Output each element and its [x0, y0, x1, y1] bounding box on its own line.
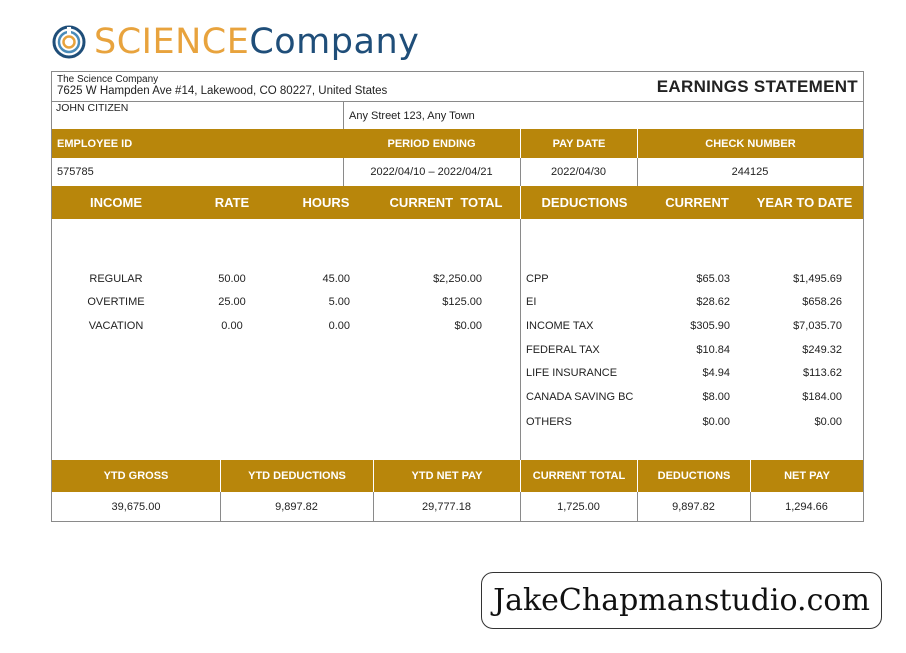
check-number-header: CHECK NUMBER — [637, 129, 863, 158]
period-ending-header: PERIOD ENDING — [343, 129, 520, 158]
company-name: The Science Company — [57, 74, 159, 85]
rate-header: RATE — [214, 195, 250, 210]
deduction-current: $65.03 — [696, 273, 730, 285]
income-rate: 0.00 — [221, 320, 243, 332]
net-pay-value: 1,294.66 — [785, 500, 828, 513]
income-total: $2,250.00 — [433, 273, 482, 285]
deductions-value: 9,897.82 — [672, 500, 715, 513]
deduction-current: $305.90 — [690, 320, 730, 332]
earnings-statement — [51, 71, 864, 522]
ytd-gross-value: 39,675.00 — [111, 500, 161, 513]
deduction-label: FEDERAL TAX — [526, 344, 600, 356]
logo-company-text: Company — [249, 21, 420, 62]
income-total: $125.00 — [442, 296, 482, 308]
hours-header: HOURS — [302, 195, 350, 210]
deduction-label: CPP — [526, 273, 549, 285]
divider — [343, 101, 344, 129]
company-logo — [52, 20, 419, 64]
deduction-current: $0.00 — [702, 416, 730, 428]
deduction-ytd: $7,035.70 — [793, 320, 842, 332]
company-address: 7625 W Hampden Ave #14, Lakewood, CO 80227, United States — [57, 85, 388, 97]
statement-title: EARNINGS STATEMENT — [656, 77, 858, 96]
logo-science-text: SCIENCE — [94, 21, 250, 62]
deduction-ytd: $0.00 — [814, 416, 842, 428]
current-header: CURRENT — [665, 195, 729, 210]
current-total-header: CURRENT TOTAL — [389, 195, 503, 210]
deduction-label: LIFE INSURANCE — [526, 367, 618, 379]
ytd-net-pay-header: YTD NET PAY — [373, 460, 520, 492]
income-hours: 45.00 — [322, 273, 350, 285]
deduction-ytd: $113.62 — [803, 367, 842, 379]
deduction-current: $28.62 — [696, 296, 730, 308]
divider — [520, 219, 521, 460]
income-rate: 50.00 — [218, 273, 246, 285]
deduction-current: $4.94 — [702, 367, 730, 379]
deduction-ytd: $184.00 — [802, 391, 842, 403]
check-number-value: 244125 — [731, 166, 769, 178]
deduction-current: $8.00 — [702, 391, 730, 403]
employee-name: JOHN CITIZEN — [56, 102, 129, 114]
ytd-deductions-header: YTD DEDUCTIONS — [220, 460, 373, 492]
income-label: REGULAR — [89, 273, 143, 285]
pay-date-header: PAY DATE — [520, 129, 637, 158]
period-ending-value: 2022/04/10 – 2022/04/21 — [370, 166, 493, 178]
spiral-logo-icon — [52, 25, 86, 59]
deduction-label: OTHERS — [526, 416, 572, 428]
income-hours: 0.00 — [328, 320, 350, 332]
pay-date-value: 2022/04/30 — [550, 166, 607, 178]
watermark-label: JakeChapmanstudio.com — [481, 572, 882, 629]
ytd-gross-header: YTD GROSS — [52, 460, 220, 492]
deduction-ytd: $658.26 — [802, 296, 842, 308]
deduction-ytd: $1,495.69 — [793, 273, 842, 285]
deduction-label: EI — [526, 296, 537, 308]
employee-id-value: 575785 — [57, 166, 94, 178]
ytd-net-pay-value: 29,777.18 — [422, 500, 471, 513]
income-label: OVERTIME — [87, 296, 145, 308]
current-total-summary-header: CURRENT TOTAL — [520, 460, 637, 492]
income-label: VACATION — [88, 320, 144, 332]
employee-address: Any Street 123, Any Town — [349, 109, 475, 122]
ytd-deductions-value: 9,897.82 — [275, 500, 318, 513]
employee-id-header: EMPLOYEE ID — [52, 129, 343, 158]
deduction-label: INCOME TAX — [526, 320, 594, 332]
income-hours: 5.00 — [328, 296, 350, 308]
deduction-label: CANADA SAVING BC — [526, 391, 634, 403]
logo-wordmark — [94, 21, 420, 62]
income-total: $0.00 — [454, 320, 482, 332]
income-header: INCOME — [90, 195, 142, 210]
deductions-summary-header: DEDUCTIONS — [637, 460, 750, 492]
income-rate: 25.00 — [218, 296, 246, 308]
deduction-ytd: $249.32 — [802, 344, 842, 356]
deductions-header: DEDUCTIONS — [520, 186, 648, 219]
net-pay-header: NET PAY — [750, 460, 863, 492]
deduction-current: $10.84 — [696, 344, 730, 356]
year-to-date-header: YEAR TO DATE — [756, 195, 853, 210]
current-total-value: 1,725.00 — [557, 500, 600, 513]
